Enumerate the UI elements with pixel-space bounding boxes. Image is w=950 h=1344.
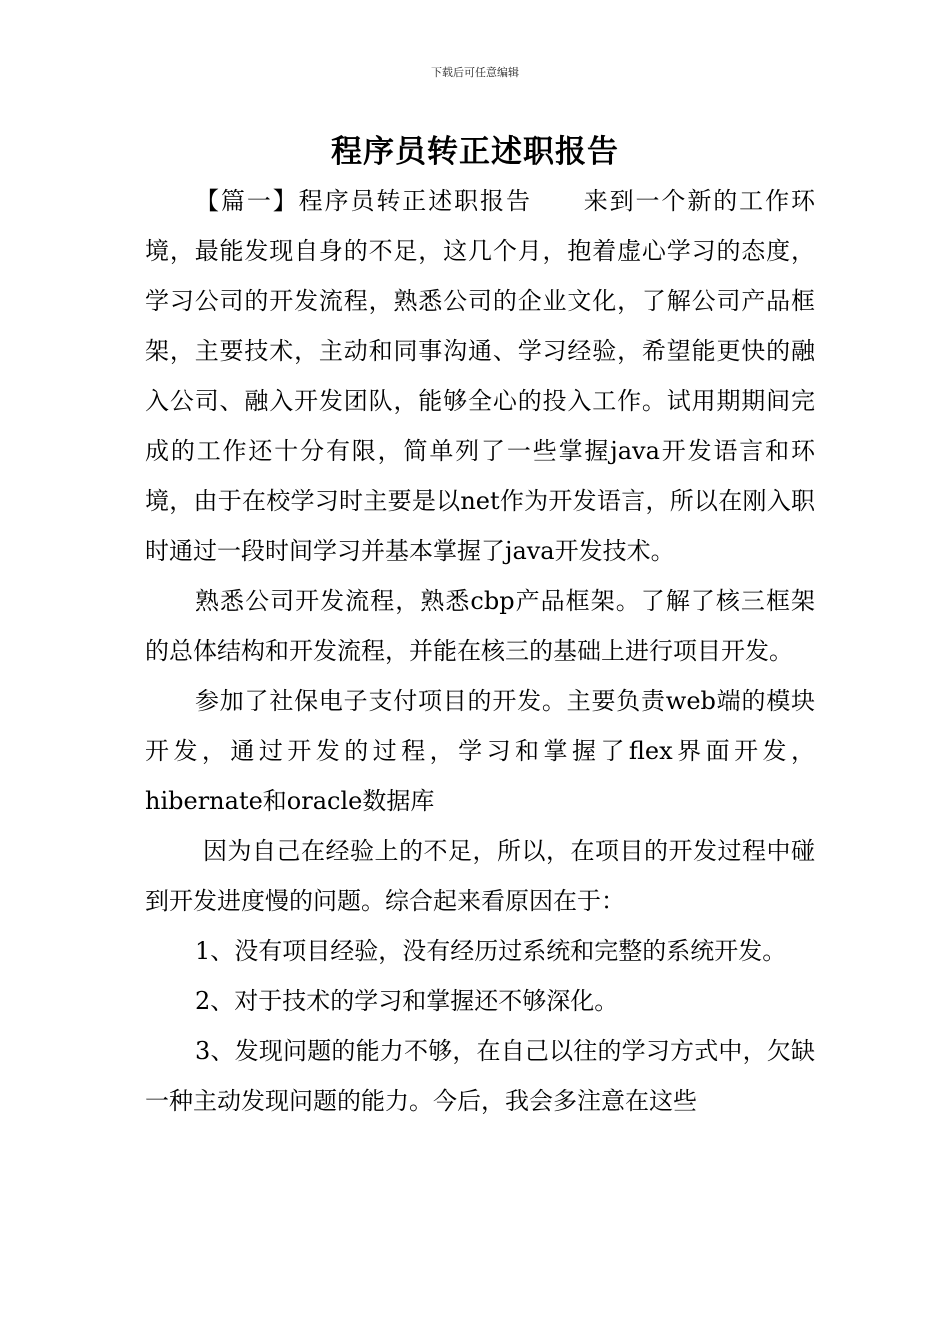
paragraph-intro: 【篇一】程序员转正述职报告 来到一个新的工作环境，最能发现自身的不足，这几个月，抱着虚心学习的态度，学习公司的开发流程，熟悉公司的企业文化，了解公司产品框架，主要技术，主动和同事沟通、学习经验，希望能更快的融入公司、融入开发团队，能够全心的投入工作。试用期期间完成的工作还十分有限，简单列了一些掌握java开发语言和环境，由于在校学习时主要是以net作为开发语言，所以在刚入职时通过一段时间学习并基本掌握了java开发技术。 [145,187,815,565]
paragraph-problems: 因为自己在经验上的不足，所以，在项目的开发过程中碰到开发进度慢的问题。综合起来看原因在于： [145,837,815,915]
header-note: 下载后可任意编辑 [431,66,519,79]
paragraph-project: 参加了社保电子支付项目的开发。主要负责web端的模块开发，通过开发的过程，学习和掌握了flex界面开发，hibernate和oracle数据库 [145,687,815,815]
paragraph-process: 熟悉公司开发流程，熟悉cbp产品框架。了解了核三框架的总体结构和开发流程，并能在核三的基础上进行项目开发。 [145,587,815,665]
page-title: 程序员转正述职报告 [331,134,619,170]
list-item-2: 2、对于技术的学习和掌握还不够深化。 [195,987,619,1015]
list-item-3: 3、发现问题的能力不够，在自己以往的学习方式中，欠缺一种主动发现问题的能力。今后，我会多注意在这些 [145,1037,815,1115]
list-item-1: 1、没有项目经验，没有经历过系统和完整的系统开发。 [195,937,787,965]
document-body [145,176,815,1126]
